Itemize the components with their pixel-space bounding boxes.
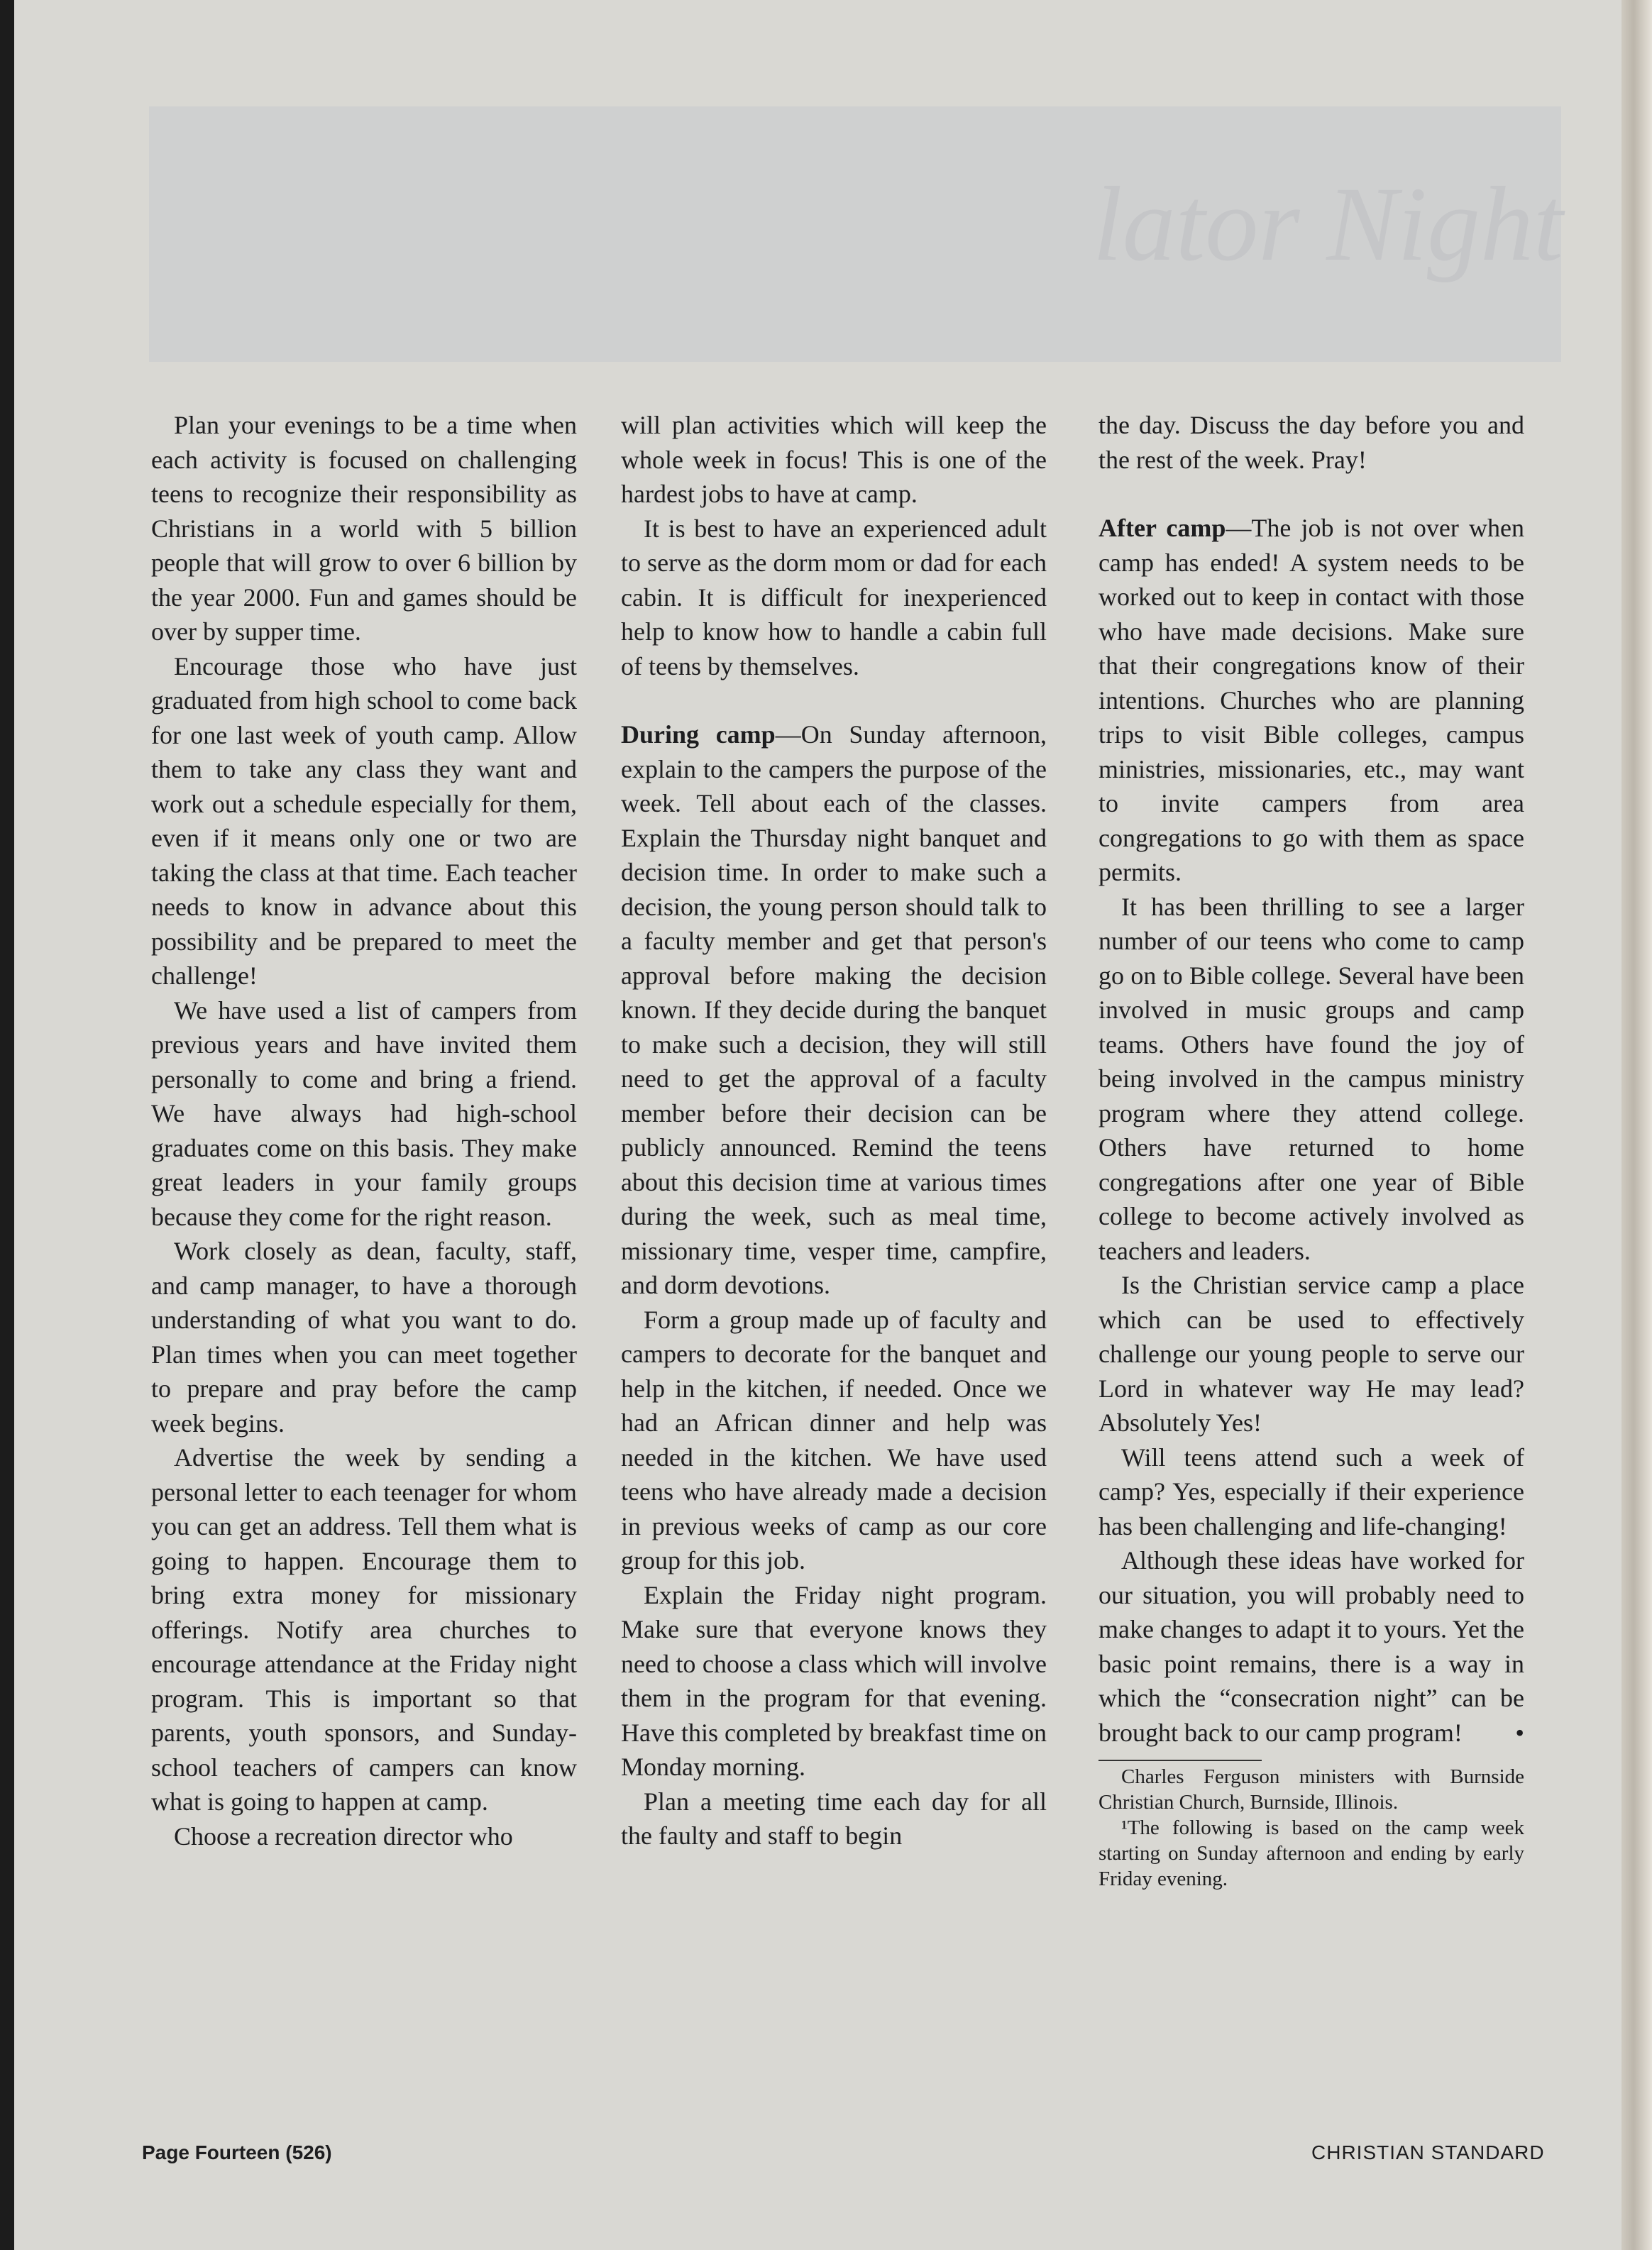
paragraph: Plan your evenings to be a time when each activity is focused on challenging teens to recognize their responsibility as Christians in a world with 5 billion people that will grow to over 6 billion by the year 2000. Fun and games should be over by supper time. bbox=[151, 411, 577, 646]
paragraph: will plan activities which will keep the whole week in focus! This is one of the hardest jobs to have at camp. bbox=[621, 411, 1047, 508]
paragraph: Advertise the week by sending a personal letter to each teenager for whom you can get an address. Tell them what is going to happen. Encourage them to bring extra money for missionary offerings. Notify area churches to encourage attendance at the Friday night program. This is important so that parents, youth sponsors, and Sunday-school teachers of campers can know what is going to happen at camp. bbox=[151, 1443, 577, 1816]
paragraph: Plan a meeting time each day for all the faulty and staff to begin bbox=[621, 1787, 1047, 1850]
after-camp-paragraph bbox=[1098, 511, 1524, 890]
paragraph-text: Although these ideas have worked for our situation, you will probably need to make changes to adapt it to yours. Yet the basic point remains, there is a way in which the “consecration night” can be brought back to our camp program! bbox=[1098, 1546, 1524, 1747]
column-2 bbox=[621, 408, 1047, 1853]
page-number: Page Fourteen (526) bbox=[142, 2141, 332, 2163]
paragraph: We have used a list of campers from previous years and have invited them personally to come and bring a friend. We have always had high-school graduates come on this basis. They make great leaders in your family groups because they come for the right reason. bbox=[151, 996, 577, 1231]
end-mark: • bbox=[1515, 1718, 1524, 1747]
paragraph: It is best to have an experienced adult to serve as the dorm mom or dad for each cabin. It is difficult for inexperienced help to know how to handle a cabin full of teens by themselves. bbox=[621, 514, 1047, 680]
paragraph-body: —The job is not over when camp has ended! A system needs to be worked out to keep in contact with those who have made decisions. Make sure that their congregations know of their intentions. Churches who are planning trips to visit Bible colleges, campus ministries, missionaries, etc., may want to invite campers from area congregations to go with them as space permits. bbox=[1098, 514, 1524, 886]
paragraph: Will teens attend such a week of camp? Yes, especially if their experience has been challenging and life-changing! bbox=[1098, 1443, 1524, 1540]
section-heading: After camp bbox=[1098, 514, 1226, 542]
paragraph bbox=[1098, 1543, 1524, 1750]
author-note: Charles Ferguson ministers with Burnside Christian Church, Burnside, Illinois. bbox=[1098, 1765, 1524, 1814]
column-1 bbox=[151, 408, 577, 1853]
paragraph: Work closely as dean, faculty, staff, and camp manager, to have a thorough understanding of what you want to do. Plan times when you can meet together to prepare and pray before the camp week begins. bbox=[151, 1237, 577, 1438]
paragraph: Form a group made up of faculty and campers to decorate for the banquet and help in the kitchen, if needed. Once we had an African dinner and help was needed in the kitchen. We have used teens who have already made a decision in previous weeks of camp as our core group for this job. bbox=[621, 1305, 1047, 1575]
column-3 bbox=[1098, 408, 1524, 1892]
paragraph: Is the Christian service camp a place which can be used to effectively challenge our young people to serve our Lord in whatever way He may lead? Absolutely Yes! bbox=[1098, 1271, 1524, 1437]
paragraph: Choose a recreation director who bbox=[174, 1821, 513, 1851]
paragraph: Explain the Friday night program. Make sure that everyone knows they need to choose a class which will involve them in the program for that evening. Have this completed by breakfast time on Monday morning. bbox=[621, 1580, 1047, 1781]
footnote-rule bbox=[1098, 1760, 1262, 1761]
paragraph: Encourage those who have just graduated from high school to come back for one last week of youth camp. Allow them to take any class they want and work out a schedule especially for them, even if it means only one or two are taking the class at that time. Each teacher needs to know in advance about this possibility and be prepared to meet the challenge! bbox=[151, 651, 577, 990]
footnote: ¹The following is based on the camp week starting on Sunday afternoon and ending by early Friday evening. bbox=[1098, 1816, 1524, 1890]
paragraph-body: —On Sunday afternoon, explain to the campers the purpose of the week. Tell about each of the classes. Explain the Thursday night banquet and decision time. In order to make such a decision, the young person should talk to a faculty member and get that person's approval before making the decision known. If they decide during the banquet to make such a decision, they will still need to get the approval of a faculty member before their decision can be publicly announced. Remind the teens about this decision time at various times during the week, such as meal time, missionary time, vesper time, campfire, and dorm devotions. bbox=[621, 720, 1047, 1299]
paragraph: the day. Discuss the day before you and the rest of the week. Pray! bbox=[1098, 411, 1524, 474]
during-camp-paragraph bbox=[621, 717, 1047, 1303]
faded-title: lator Night bbox=[1093, 165, 1563, 283]
section-heading: During camp bbox=[621, 720, 776, 749]
page-binding-edge bbox=[1621, 0, 1652, 2250]
paragraph: It has been thrilling to see a larger number of our teens who come to camp go on to Bible college. Several have been involved in music groups and camp teams. Others have found the joy of being involved in the campus ministry program where they attend college. Others have returned to home congregations after one year of Bible college to become actively involved as teachers and leaders. bbox=[1098, 892, 1524, 1265]
publication-name: CHRISTIAN STANDARD bbox=[1311, 2141, 1545, 2163]
